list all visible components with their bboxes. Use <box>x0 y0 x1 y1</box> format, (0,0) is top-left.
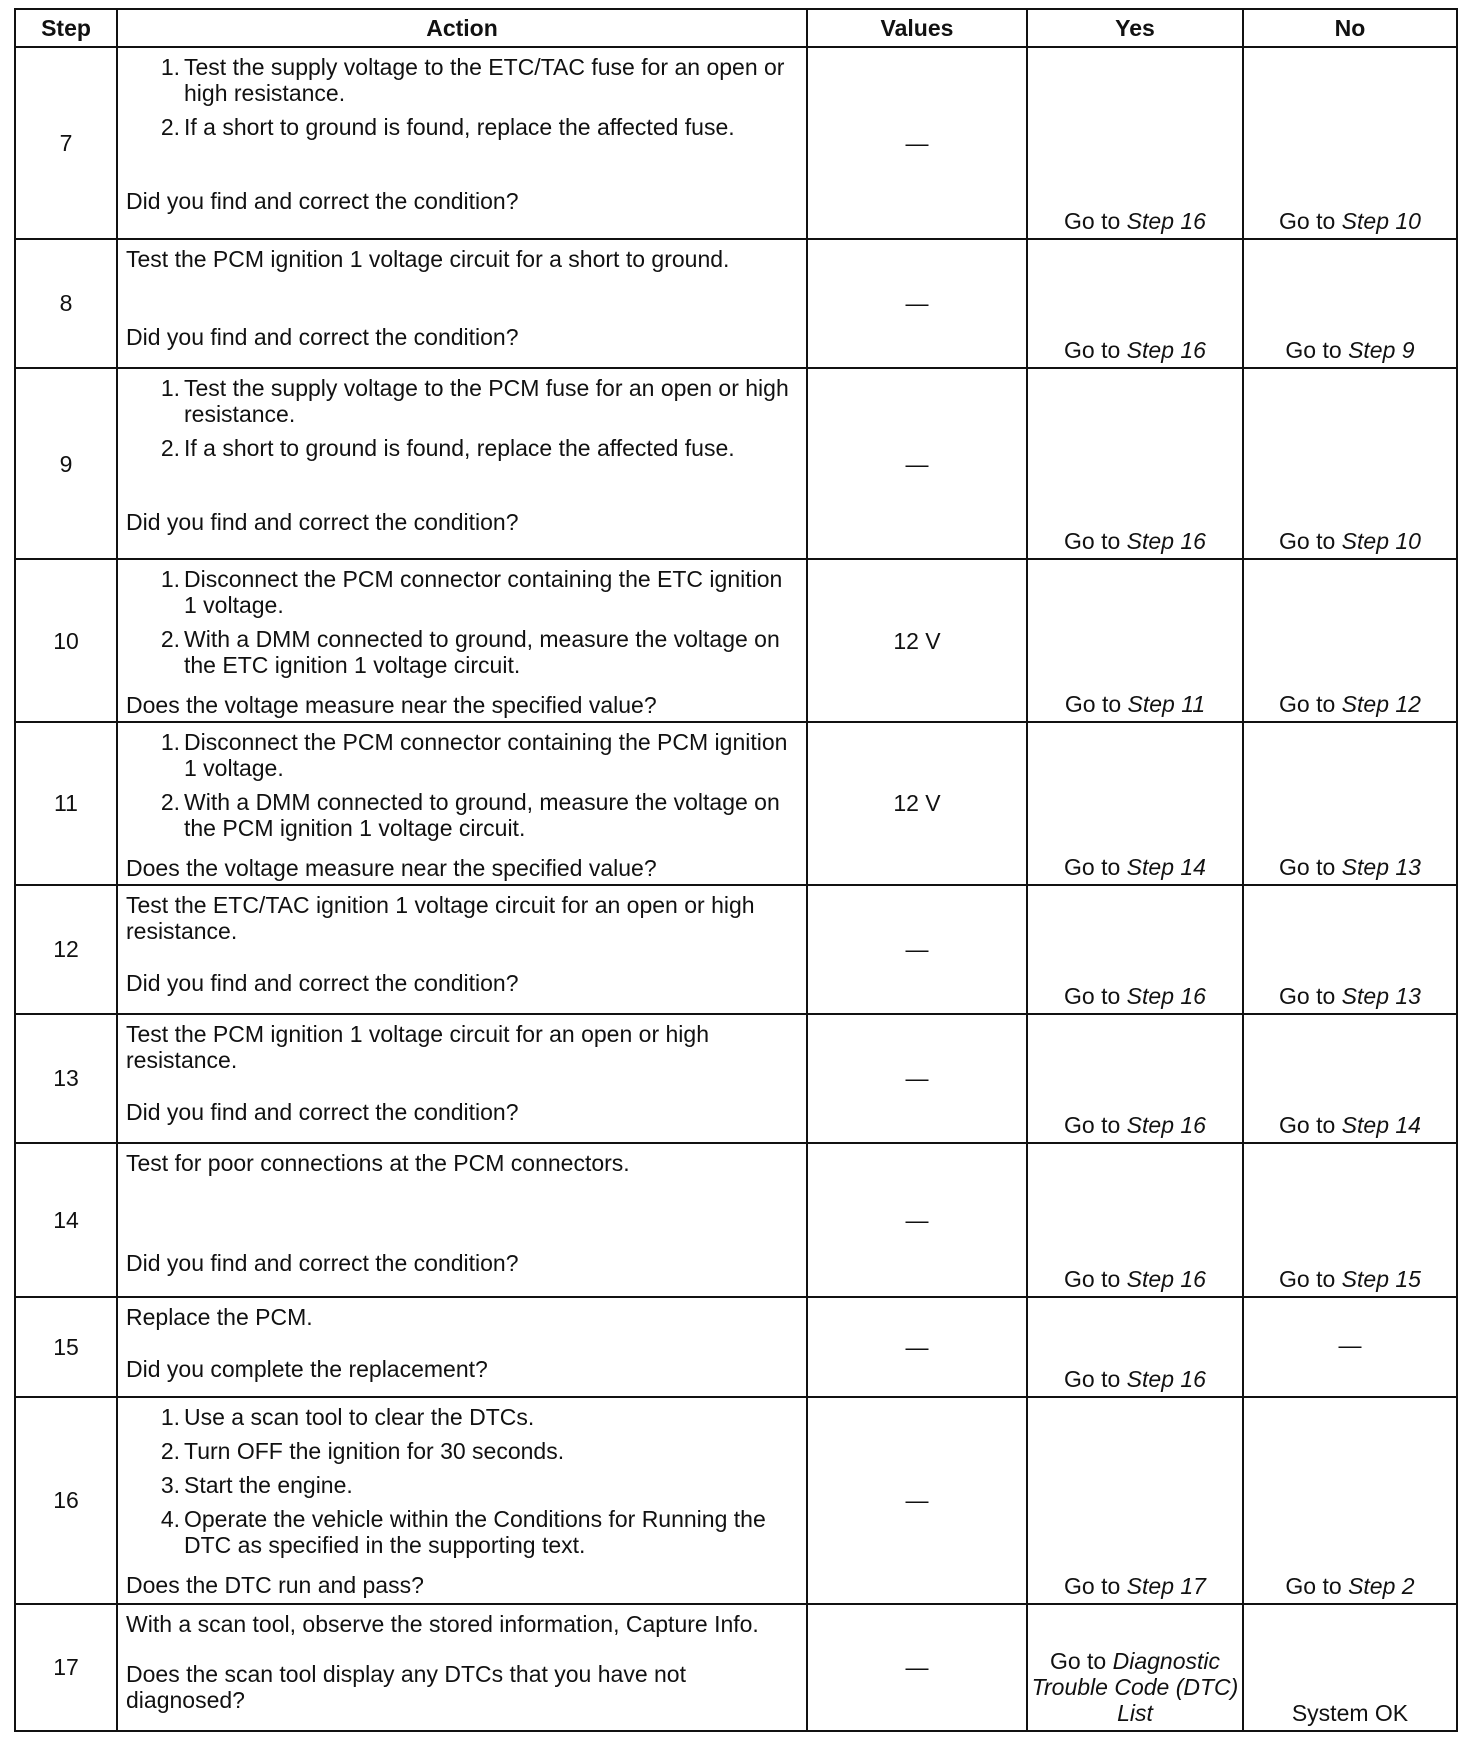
no-goto <box>1279 983 1421 1009</box>
action-content <box>118 48 806 218</box>
step-number: 10 <box>15 559 117 722</box>
action-cell <box>117 885 807 1014</box>
goto-prefix: Go to <box>1279 853 1342 880</box>
goto-prefix: Go to <box>1279 690 1342 717</box>
yes-goto <box>1064 1266 1206 1292</box>
no-goto <box>1279 528 1421 554</box>
instruction-item <box>156 435 798 461</box>
instruction-text: Test the PCM ignition 1 voltage circuit for a short to ground. <box>126 245 730 272</box>
action-cell <box>117 559 807 722</box>
action-question: Does the scan tool display any DTCs that you have not diagnosed? <box>126 1660 686 1713</box>
value-cell: — <box>807 239 1027 368</box>
instruction-number: 4. <box>160 1505 180 1532</box>
goto-target: Step 16 <box>1126 1265 1206 1292</box>
no-cell <box>1243 1014 1457 1143</box>
goto-target: Step 10 <box>1341 207 1421 234</box>
value-cell: — <box>807 47 1027 239</box>
action-instructions <box>126 1404 798 1566</box>
goto-target: Diagnostic Trouble Code (DTC) List <box>1031 1648 1239 1726</box>
header-yes: Yes <box>1027 9 1243 47</box>
goto-prefix: Go to <box>1279 1265 1342 1292</box>
yes-cell <box>1027 47 1243 239</box>
yes-goto <box>1065 691 1205 717</box>
instruction-list <box>126 1404 798 1558</box>
goto-prefix: Go to <box>1064 1265 1127 1292</box>
action-cell <box>117 239 807 368</box>
instruction-number: 1. <box>160 728 180 755</box>
yes-cell <box>1027 1397 1243 1604</box>
goto-target: Step 13 <box>1341 982 1421 1009</box>
instruction-text: Test for poor connections at the PCM connectors. <box>126 1149 630 1176</box>
goto-prefix: Go to <box>1064 853 1127 880</box>
header-no: No <box>1243 9 1457 47</box>
action-instructions <box>126 1611 798 1637</box>
table-row <box>15 47 1457 239</box>
goto-prefix: Go to <box>1064 207 1127 234</box>
instruction-item <box>156 789 798 841</box>
instruction-number: 2. <box>160 1437 180 1464</box>
no-cell <box>1243 722 1457 885</box>
table-row <box>15 1604 1457 1731</box>
instruction-item <box>156 114 798 140</box>
no-goto <box>1285 337 1414 363</box>
yes-goto <box>1064 983 1206 1009</box>
action-content <box>118 1398 806 1598</box>
instruction-number: 1. <box>160 566 180 593</box>
goto-prefix: Go to <box>1064 1111 1127 1138</box>
no-text: — <box>1338 1331 1362 1358</box>
goto-prefix: Go to <box>1064 528 1127 555</box>
action-cell <box>117 47 807 239</box>
action-cell <box>117 1604 807 1731</box>
goto-target: Step 13 <box>1341 853 1421 880</box>
instruction-text: Test the supply voltage to the PCM fuse for an open or high resistance. <box>184 374 789 427</box>
action-instructions <box>126 892 798 944</box>
instruction-number: 1. <box>160 1403 180 1430</box>
action-cell <box>117 1397 807 1604</box>
instruction-text: Disconnect the PCM connector containing the PCM ignition 1 voltage. <box>184 728 788 781</box>
yes-cell <box>1027 239 1243 368</box>
no-cell <box>1243 1297 1457 1397</box>
no-cell <box>1243 368 1457 560</box>
instruction-number: 2. <box>160 626 180 653</box>
yes-goto <box>1064 337 1206 363</box>
action-question: Does the DTC run and pass? <box>126 1571 424 1598</box>
yes-goto <box>1064 1366 1206 1392</box>
action-instructions <box>126 375 798 469</box>
yes-cell <box>1027 1143 1243 1297</box>
action-question: Did you find and correct the condition? <box>126 508 519 535</box>
action-instructions <box>126 1021 798 1073</box>
instruction-list <box>126 54 798 140</box>
instruction-item <box>156 729 798 781</box>
goto-target: Step 16 <box>1126 207 1206 234</box>
goto-prefix: Go to <box>1279 207 1342 234</box>
action-question: Did you find and correct the condition? <box>126 188 519 214</box>
yes-goto <box>1064 1112 1206 1138</box>
yes-cell <box>1027 1604 1243 1731</box>
instruction-text: If a short to ground is found, replace the affected fuse. <box>184 114 735 140</box>
value-cell: — <box>807 1143 1027 1297</box>
table-row <box>15 885 1457 1014</box>
instruction-item <box>156 626 798 678</box>
action-content <box>118 369 806 539</box>
action-question: Does the voltage measure near the specified value? <box>126 692 657 719</box>
value-cell: — <box>807 1014 1027 1143</box>
instruction-list <box>126 729 798 841</box>
instruction-item <box>156 54 798 106</box>
step-number: 8 <box>15 239 117 368</box>
goto-prefix: Go to <box>1285 1572 1349 1599</box>
instruction-number: 2. <box>160 788 180 815</box>
goto-prefix: Go to <box>1064 1365 1127 1392</box>
goto-target: Step 16 <box>1126 1365 1206 1392</box>
instruction-text: Use a scan tool to clear the DTCs. <box>184 1403 535 1430</box>
action-content <box>118 1298 806 1386</box>
header-step: Step <box>15 9 117 47</box>
step-number: 11 <box>15 722 117 885</box>
instruction-number: 2. <box>160 434 180 461</box>
yes-goto <box>1064 854 1206 880</box>
goto-target: Step 2 <box>1348 1572 1415 1599</box>
value-cell: — <box>807 1397 1027 1604</box>
value-cell: — <box>807 1604 1027 1731</box>
goto-prefix: Go to <box>1064 1572 1127 1599</box>
no-goto <box>1279 1112 1421 1138</box>
instruction-list <box>126 375 798 461</box>
yes-goto <box>1064 1573 1206 1599</box>
instruction-number: 2. <box>160 114 180 140</box>
no-goto <box>1279 208 1421 234</box>
goto-target: Step 9 <box>1348 336 1415 363</box>
yes-cell <box>1027 1297 1243 1397</box>
step-number: 16 <box>15 1397 117 1604</box>
instruction-text: With a scan tool, observe the stored information, Capture Info. <box>126 1610 759 1637</box>
instruction-text: Test the supply voltage to the ETC/TAC fuse for an open or high resistance. <box>184 54 785 106</box>
table-body <box>15 47 1457 1731</box>
value-cell: — <box>807 368 1027 560</box>
action-question: Did you complete the replacement? <box>126 1355 488 1382</box>
yes-cell <box>1027 885 1243 1014</box>
instruction-item <box>156 1472 798 1498</box>
goto-prefix: Go to <box>1279 528 1342 555</box>
action-cell <box>117 1014 807 1143</box>
step-number: 9 <box>15 368 117 560</box>
action-content <box>118 1605 806 1717</box>
table-row <box>15 1143 1457 1297</box>
yes-cell <box>1027 559 1243 722</box>
instruction-text: Operate the vehicle within the Conditions for Running the DTC as specified in the supporting text. <box>184 1505 766 1558</box>
no-text: System OK <box>1291 1700 1409 1726</box>
goto-target: Step 17 <box>1126 1572 1206 1599</box>
no-goto <box>1279 854 1421 880</box>
goto-target: Step 16 <box>1126 528 1206 555</box>
diagnostic-table <box>14 8 1458 1732</box>
value-cell: 12 V <box>807 722 1027 885</box>
instruction-text: If a short to ground is found, replace the affected fuse. <box>184 434 735 461</box>
no-cell <box>1243 1604 1457 1731</box>
action-question: Did you find and correct the condition? <box>126 969 519 996</box>
value-cell: 12 V <box>807 559 1027 722</box>
goto-prefix: Go to <box>1064 690 1128 717</box>
action-cell <box>117 368 807 560</box>
action-question: Did you find and correct the condition? <box>126 1249 519 1276</box>
no-goto <box>1279 1266 1421 1292</box>
goto-prefix: Go to <box>1064 336 1127 363</box>
instruction-text: With a DMM connected to ground, measure the voltage on the PCM ignition 1 voltage circuit. <box>184 788 780 841</box>
table-row <box>15 368 1457 560</box>
action-question: Did you find and correct the condition? <box>126 323 519 350</box>
goto-target: Step 12 <box>1341 690 1421 717</box>
header-values: Values <box>807 9 1027 47</box>
goto-target: Step 16 <box>1126 336 1206 363</box>
instruction-text: Disconnect the PCM connector containing the ETC ignition 1 voltage. <box>184 566 783 619</box>
no-cell <box>1243 1143 1457 1297</box>
instruction-number: 1. <box>160 54 180 80</box>
action-instructions <box>126 1150 798 1176</box>
yes-cell <box>1027 368 1243 560</box>
action-instructions <box>126 566 798 686</box>
table-row <box>15 1297 1457 1397</box>
instruction-item <box>156 1438 798 1464</box>
action-question: Does the voltage measure near the specified value? <box>126 854 657 881</box>
instruction-text: Test the ETC/TAC ignition 1 voltage circuit for an open or high resistance. <box>126 891 755 944</box>
goto-prefix: Go to <box>1279 1111 1342 1138</box>
instruction-number: 3. <box>160 1471 180 1498</box>
action-instructions <box>126 54 798 148</box>
action-cell <box>117 722 807 885</box>
step-number: 12 <box>15 885 117 1014</box>
yes-goto <box>1064 208 1206 234</box>
goto-prefix: Go to <box>1064 982 1127 1009</box>
action-content <box>118 560 806 719</box>
action-content <box>118 1015 806 1129</box>
no-cell <box>1243 47 1457 239</box>
no-cell <box>1243 885 1457 1014</box>
action-content <box>118 240 806 354</box>
goto-target: Step 14 <box>1341 1111 1421 1138</box>
no-goto <box>1279 691 1421 717</box>
no-cell <box>1243 559 1457 722</box>
step-number: 17 <box>15 1604 117 1731</box>
step-number: 7 <box>15 47 117 239</box>
step-number: 15 <box>15 1297 117 1397</box>
instruction-text: Replace the PCM. <box>126 1303 313 1330</box>
goto-prefix: Go to <box>1279 982 1342 1009</box>
table-row <box>15 1014 1457 1143</box>
instruction-text: Turn OFF the ignition for 30 seconds. <box>184 1437 565 1464</box>
action-content <box>118 723 806 881</box>
action-instructions <box>126 729 798 849</box>
instruction-item <box>156 375 798 427</box>
action-cell <box>117 1297 807 1397</box>
goto-target: Step 16 <box>1126 982 1206 1009</box>
step-number: 14 <box>15 1143 117 1297</box>
yes-cell <box>1027 722 1243 885</box>
action-content <box>118 886 806 1000</box>
header-action: Action <box>117 9 807 47</box>
no-cell <box>1243 1397 1457 1604</box>
no-cell <box>1243 239 1457 368</box>
instruction-text: Test the PCM ignition 1 voltage circuit for an open or high resistance. <box>126 1020 709 1073</box>
instruction-list <box>126 566 798 678</box>
action-content <box>118 1144 806 1280</box>
instruction-number: 1. <box>160 374 180 401</box>
goto-target: Step 10 <box>1341 528 1421 555</box>
instruction-text: With a DMM connected to ground, measure the voltage on the ETC ignition 1 voltage circuit. <box>184 626 780 679</box>
action-instructions <box>126 1304 798 1330</box>
yes-goto <box>1064 528 1206 554</box>
no-goto <box>1285 1573 1414 1599</box>
instruction-text: Start the engine. <box>184 1471 353 1498</box>
goto-prefix: Go to <box>1049 1648 1113 1674</box>
table-row <box>15 1397 1457 1604</box>
step-number: 13 <box>15 1014 117 1143</box>
instruction-item <box>156 1506 798 1558</box>
table-row <box>15 722 1457 885</box>
goto-target: Step 15 <box>1341 1265 1421 1292</box>
table-row <box>15 559 1457 722</box>
yes-goto <box>1032 1648 1239 1726</box>
instruction-item <box>156 1404 798 1430</box>
instruction-item <box>156 566 798 618</box>
goto-prefix: Go to <box>1285 336 1349 363</box>
goto-target: Step 14 <box>1126 853 1206 880</box>
value-cell: — <box>807 1297 1027 1397</box>
table-row <box>15 239 1457 368</box>
action-cell <box>117 1143 807 1297</box>
goto-target: Step 16 <box>1126 1111 1206 1138</box>
header-row <box>15 9 1457 47</box>
goto-target: Step 11 <box>1127 690 1206 717</box>
value-cell: — <box>807 885 1027 1014</box>
action-question: Did you find and correct the condition? <box>126 1098 519 1125</box>
yes-cell <box>1027 1014 1243 1143</box>
action-instructions <box>126 246 798 272</box>
